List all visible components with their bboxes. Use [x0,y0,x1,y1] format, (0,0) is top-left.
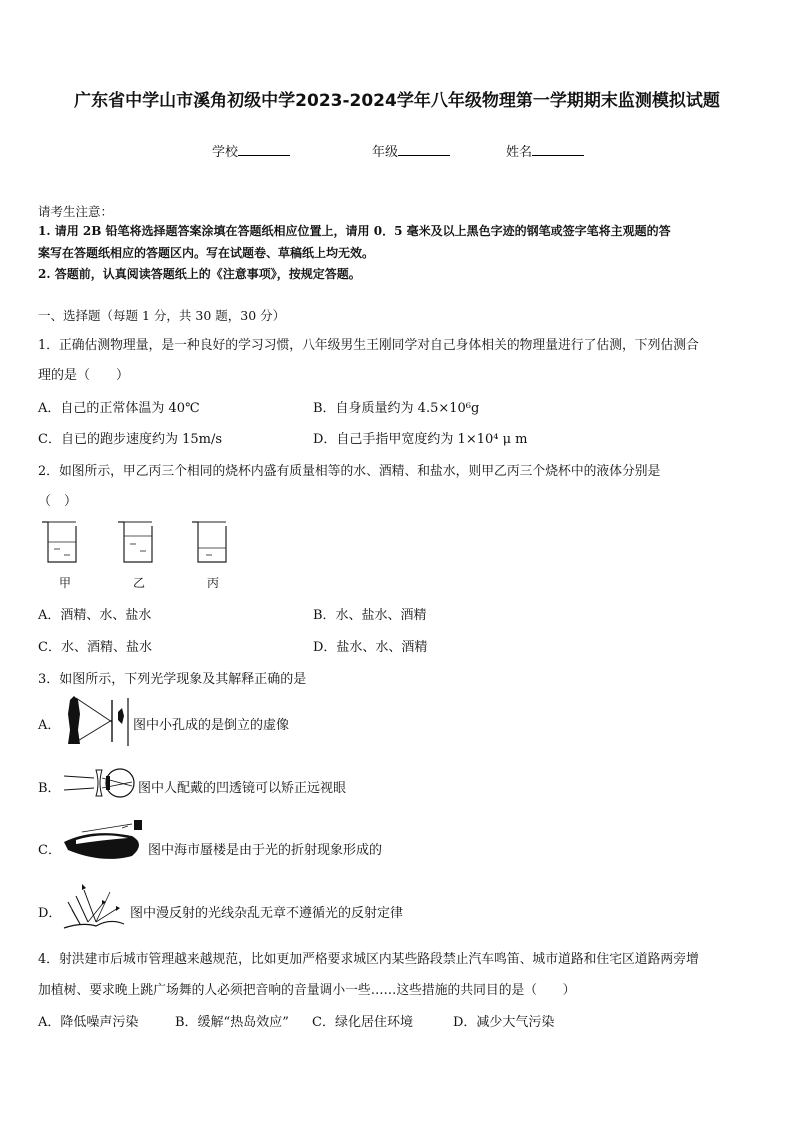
q3-option-b-letter[interactable]: B． [38,781,61,796]
beaker-label-bing: 丙 [207,576,220,590]
q4-stem-b: 加植树、要求晚上跳广场舞的人必须把音响的音量调小一些……这些措施的共同目的是（ ） [38,983,576,998]
beaker-label-yi: 乙 [133,576,146,590]
notice-line1b: 案写在答题纸相应的答题区内。写在试题卷、草稿纸上均无效。 [38,246,375,260]
q3-option-a[interactable]: 图中小孔成的是倒立的虚像 [133,718,290,733]
mirage-figure [62,818,148,866]
q1-option-b[interactable]: B．自身质量约为 4.5×10⁶g [313,401,480,416]
q3-option-c[interactable]: 图中海市蜃楼是由于光的折射现象形成的 [148,843,383,858]
q2-stem-b: （ ） [38,494,78,509]
name-field[interactable] [506,141,584,160]
q2-option-d[interactable]: D．盐水、水、酒精 [313,640,428,655]
beaker-label-jia: 甲 [59,576,72,590]
q4-stem-a: 4．射洪建市后城市管理越来越规范，比如更加严格要求城区内某些路段禁止汽车鸣笛、城市道路和住宅区道路两旁增 [38,952,699,967]
q3-option-b[interactable]: 图中人配戴的凹透镜可以矫正远视眼 [138,781,347,796]
school-field[interactable] [212,141,290,160]
q2-option-c[interactable]: C．水、酒精、盐水 [38,640,152,655]
q1-option-c[interactable]: C．自已的跑步速度约为 15m/s [38,432,222,447]
notice-heading: 请考生注意： [38,204,114,219]
diffuse-reflection-figure [62,882,128,932]
beakers-figure [40,518,240,570]
beaker-jia [42,522,76,562]
q3-stem: 3．如图所示，下列光学现象及其解释正确的是 [38,672,307,687]
page-title: 广东省中学山市溪角初级中学2023-2024学年八年级物理第一学期期末监测模拟试题 [74,91,720,111]
q1-stem-a: 1．正确估测物理量，是一种良好的学习习惯，八年级男生王刚同学对自己身体相关的物理量进行了估测，下列估测合 [38,338,699,353]
q4-option-c[interactable]: C．绿化居住环境 [312,1015,413,1030]
q3-option-c-letter[interactable]: C． [38,843,61,858]
q3-option-a-letter[interactable]: A． [38,718,61,733]
notice-line1a: 1. 请用 2B 铅笔将选择题答案涂填在答题纸相应位置上，请用 0．5 毫米及以上黑色字迹的钢笔或签字笔将主观题的答 [38,224,671,238]
beaker-yi [118,522,152,562]
notice-line2: 2. 答题前，认真阅读答题纸上的《注意事项》，按规定答题。 [38,267,361,281]
section-heading: 一、选择题（每题 1 分，共 30 题，30 分） [38,308,286,323]
grade-field[interactable] [372,141,450,160]
school-label: 学校 [212,145,239,160]
q1-stem-b: 理的是（ ） [38,368,130,383]
q3-option-d-letter[interactable]: D． [38,906,62,921]
q2-stem-a: 2．如图所示，甲乙丙三个相同的烧杯内盛有质量相等的水、酒精、和盐水，则甲乙丙三个烧杯中的液体分别是 [38,464,661,479]
concave-lens-eye-figure [62,764,138,804]
name-label: 姓名 [506,145,533,160]
pinhole-camera-figure [62,694,132,748]
q4-option-d[interactable]: D．减少大气污染 [453,1015,555,1030]
beaker-bing [192,522,226,562]
grade-blank[interactable] [398,143,450,156]
q4-option-a[interactable]: A．降低噪声污染 [38,1015,139,1030]
name-blank[interactable] [532,143,584,156]
q3-option-d[interactable]: 图中漫反射的光线杂乱无章不遵循光的反射定律 [130,906,404,921]
q2-option-a[interactable]: A．酒精、水、盐水 [38,608,152,623]
q2-option-b[interactable]: B．水、盐水、酒精 [313,608,427,623]
q4-option-b[interactable]: B．缓解“热岛效应” [175,1015,289,1030]
school-blank[interactable] [238,143,290,156]
q1-option-a[interactable]: A．自己的正常体温为 40℃ [38,401,200,416]
q1-option-d[interactable]: D．自己手指甲宽度约为 1×10⁴ μ m [313,432,528,447]
grade-label: 年级 [372,145,399,160]
